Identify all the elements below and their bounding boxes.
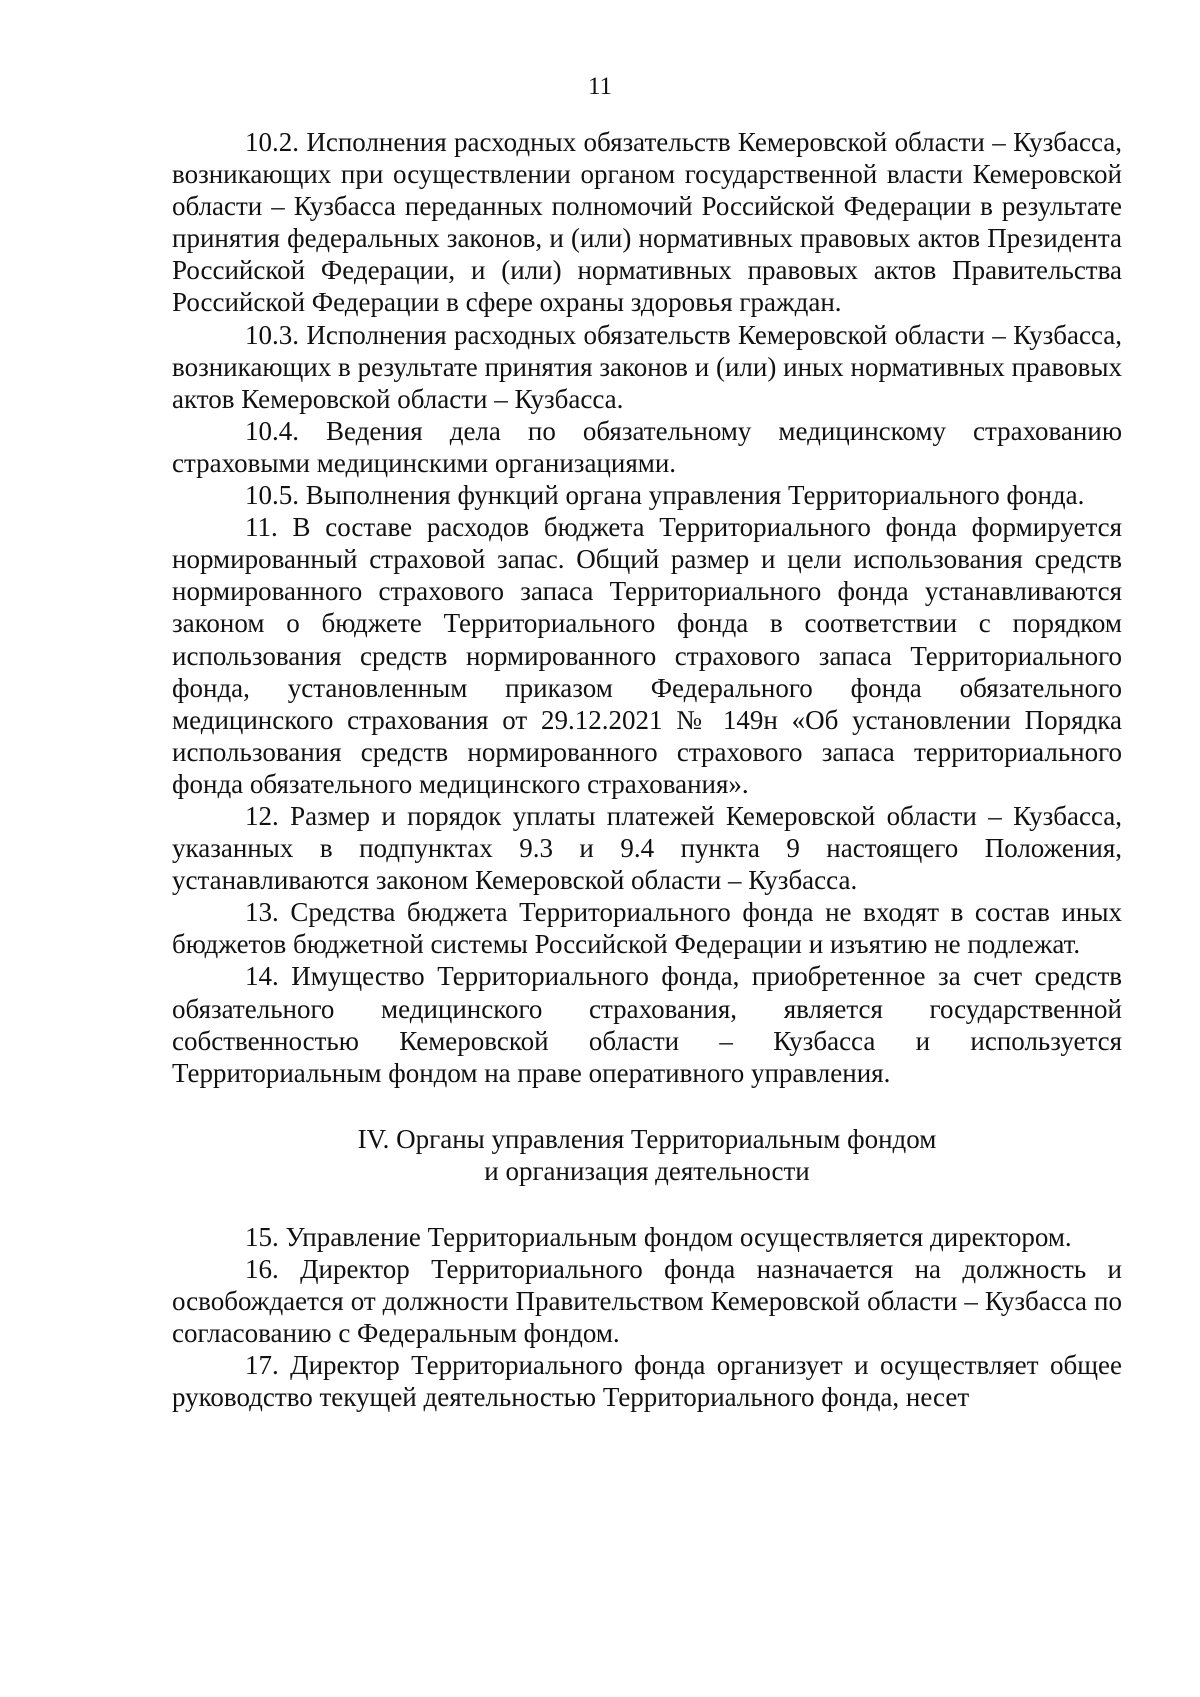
section-heading xyxy=(172,1123,1122,1187)
paragraph-12: 12. Размер и порядок уплаты платежей Кемеровской области – Кузбасса, указанных в подпунктах 9.3 и 9.4 пункта 9 настоящего Положения, устанавливаются законом Кемеровской области – Кузбасса. xyxy=(172,800,1122,896)
paragraph-10-4: 10.4. Ведения дела по обязательному медицинскому страхованию страховыми медицинскими организациями. xyxy=(172,415,1122,478)
paragraph-10-5: 10.5. Выполнения функций органа управления Территориального фонда. xyxy=(245,480,1085,511)
section-heading-line-1: IV. Органы управления Территориальным фондом xyxy=(357,1123,937,1154)
paragraph-10-2: 10.2. Исполнения расходных обязательств Кемеровской области – Кузбасса, возникающих при осуществлении органом государственной власти Кемеровской области – Кузбасса переданных полномочий Российской Федерации в результате принятия федеральных законов, и (или) нормативных правовых актов Президента Российской Федерации, и (или) нормативных правовых актов Правительства Российской Федерации в сфере охраны здоровья граждан. xyxy=(172,127,1122,318)
paragraph-11: 11. В составе расходов бюджета Территориального фонда формируется нормированный страховой запас. Общий размер и цели использования средств нормированного страхового запаса Территориального фонда устанавливаются законом о бюджете Территориального фонда в соответствии с порядком использования средств нормированного страхового запаса Территориального фонда, установленным приказом Федерального фонда обязательного медицинского страхования от 29.12.2021 № 149н «Об установлении Порядка использования средств нормированного страхового запаса территориального фонда обязательного медицинского страхования». xyxy=(172,512,1122,799)
section-heading-line-2: и организация деятельности xyxy=(484,1155,810,1186)
paragraph-16: 16. Директор Территориального фонда назначается на должность и освобождается от должности Правительством Кемеровской области – Кузбасса по согласованию с Федеральным фондом. xyxy=(172,1254,1122,1349)
paragraph-15: 15. Управление Территориальным фондом осуществляется директором. xyxy=(245,1222,1072,1252)
paragraph-17: 17. Директор Территориального фонда организует и осуществляет общее руководство текущей деятельностью Территориального фонда, несет xyxy=(172,1350,1122,1413)
page-number: 11 xyxy=(587,73,613,100)
document-body xyxy=(172,126,1122,1414)
paragraph-14: 14. Имущество Территориального фонда, приобретенное за счет средств обязательного медицинского страхования, является государственной собственностью Кемеровской области – Кузбасса и используется Территориальным фондом на праве оперативного управления. xyxy=(172,961,1122,1088)
paragraph-10-3: 10.3. Исполнения расходных обязательств Кемеровской области – Кузбасса, возникающих в результате принятия законов и (или) иных нормативных правовых актов Кемеровской области – Кузбасса. xyxy=(172,319,1122,414)
paragraph-13: 13. Средства бюджета Территориального фонда не входят в состав иных бюджетов бюджетной системы Российской Федерации и изъятию не подлежат. xyxy=(172,897,1122,960)
